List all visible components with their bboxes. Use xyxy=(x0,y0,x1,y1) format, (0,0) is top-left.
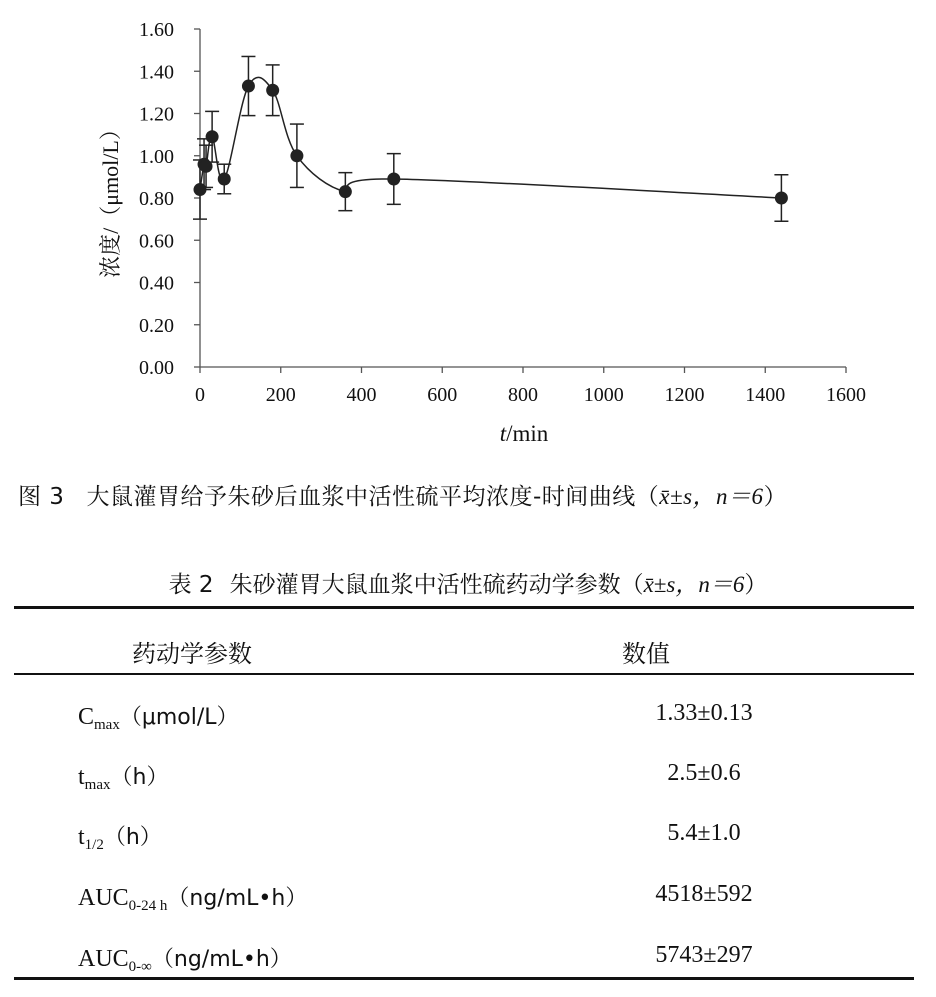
table-title-text: 朱砂灌胃大鼠血浆中活性硫药动学参数（ xyxy=(229,572,644,598)
x-axis-label xyxy=(500,421,549,446)
data-point xyxy=(194,183,207,196)
y-tick-label: 1.20 xyxy=(139,103,174,126)
param-name xyxy=(78,700,239,731)
table-title-stat: x̄±s，n＝6 xyxy=(643,572,745,597)
param-unit: （μmol/L） xyxy=(119,705,239,730)
x-tick-label: 0 xyxy=(195,384,205,406)
param-value: 5743±297 xyxy=(655,942,753,968)
figure-number: 图 3 xyxy=(18,484,65,510)
y-tick-label: 0.60 xyxy=(139,230,174,253)
x-tick-label: 800 xyxy=(508,384,538,406)
y-tick-label: 0.40 xyxy=(139,272,174,295)
x-axis-label-unit: /min xyxy=(506,421,549,446)
param-symbol: AUC xyxy=(78,946,129,972)
table-row xyxy=(14,756,914,796)
x-tick-label: 1000 xyxy=(583,384,624,406)
data-point xyxy=(266,84,279,97)
table-header-rule xyxy=(14,673,914,675)
param-value: 1.33±0.13 xyxy=(655,700,753,726)
table-header-value: 数值 xyxy=(622,640,670,668)
param-symbol: t xyxy=(78,764,85,790)
concentration-time-chart xyxy=(0,0,936,460)
table-row xyxy=(14,877,914,917)
table-title-close: ） xyxy=(744,572,768,598)
param-symbol: t xyxy=(78,824,85,850)
data-series xyxy=(193,56,788,221)
x-tick-label: 400 xyxy=(346,384,377,406)
x-tick-label: 1200 xyxy=(664,384,705,406)
x-axis-label-var: t xyxy=(499,421,507,446)
param-subscript: 0-24 h xyxy=(128,898,168,914)
data-point xyxy=(775,192,788,205)
param-name xyxy=(78,881,307,912)
x-tick-label: 600 xyxy=(427,384,458,406)
y-tick-label: 0.80 xyxy=(139,188,174,210)
figure-caption-text: 大鼠灌胃给予朱砂后血浆中活性硫平均浓度-时间曲线（ xyxy=(86,484,660,510)
series-line xyxy=(200,77,781,198)
data-point xyxy=(339,185,352,198)
param-name xyxy=(78,760,168,791)
param-value: 5.4±1.0 xyxy=(667,820,741,846)
data-point xyxy=(290,149,303,162)
param-name xyxy=(78,820,162,851)
table-bottom-rule xyxy=(14,977,914,980)
x-axis xyxy=(195,367,866,406)
param-symbol: C xyxy=(78,704,95,730)
param-unit: （h） xyxy=(103,825,162,850)
table-row xyxy=(14,938,914,978)
x-tick-label: 200 xyxy=(265,384,296,406)
data-point xyxy=(206,130,219,143)
y-axis-label: 浓度/（μmol/L） xyxy=(98,118,123,278)
data-point xyxy=(387,172,400,185)
param-symbol: AUC xyxy=(78,885,129,911)
param-subscript: max xyxy=(94,717,120,733)
data-point xyxy=(242,80,255,93)
param-subscript: 1/2 xyxy=(84,837,104,853)
data-point xyxy=(200,160,213,173)
table-top-rule xyxy=(14,606,914,609)
x-tick-label: 1400 xyxy=(745,384,786,406)
param-unit: （ng/mL•h） xyxy=(151,947,292,972)
figure-caption xyxy=(18,478,928,511)
table-header-param: 药动学参数 xyxy=(132,640,252,668)
param-value: 2.5±0.6 xyxy=(667,760,741,786)
y-axis xyxy=(139,19,200,379)
y-tick-label: 1.40 xyxy=(139,61,174,84)
param-subscript: max xyxy=(84,777,111,793)
param-subscript: 0-∞ xyxy=(128,959,152,975)
y-tick-label: 1.00 xyxy=(139,145,174,168)
y-tick-label: 0.00 xyxy=(139,357,174,379)
param-name xyxy=(78,942,292,973)
param-value: 4518±592 xyxy=(655,881,753,907)
y-tick-label: 0.20 xyxy=(139,314,174,337)
table-row xyxy=(14,696,914,736)
figure-caption-close: ） xyxy=(763,484,788,510)
param-unit: （h） xyxy=(110,765,169,790)
param-unit: （ng/mL•h） xyxy=(167,886,308,911)
x-tick-label: 1600 xyxy=(826,384,866,406)
table-title xyxy=(0,566,936,599)
figure-caption-stat: x̄±s，n＝6 xyxy=(659,484,764,509)
table-number: 表 2 xyxy=(168,572,214,598)
table-row xyxy=(14,816,914,856)
y-tick-label: 1.60 xyxy=(139,19,174,41)
data-point xyxy=(218,172,231,185)
